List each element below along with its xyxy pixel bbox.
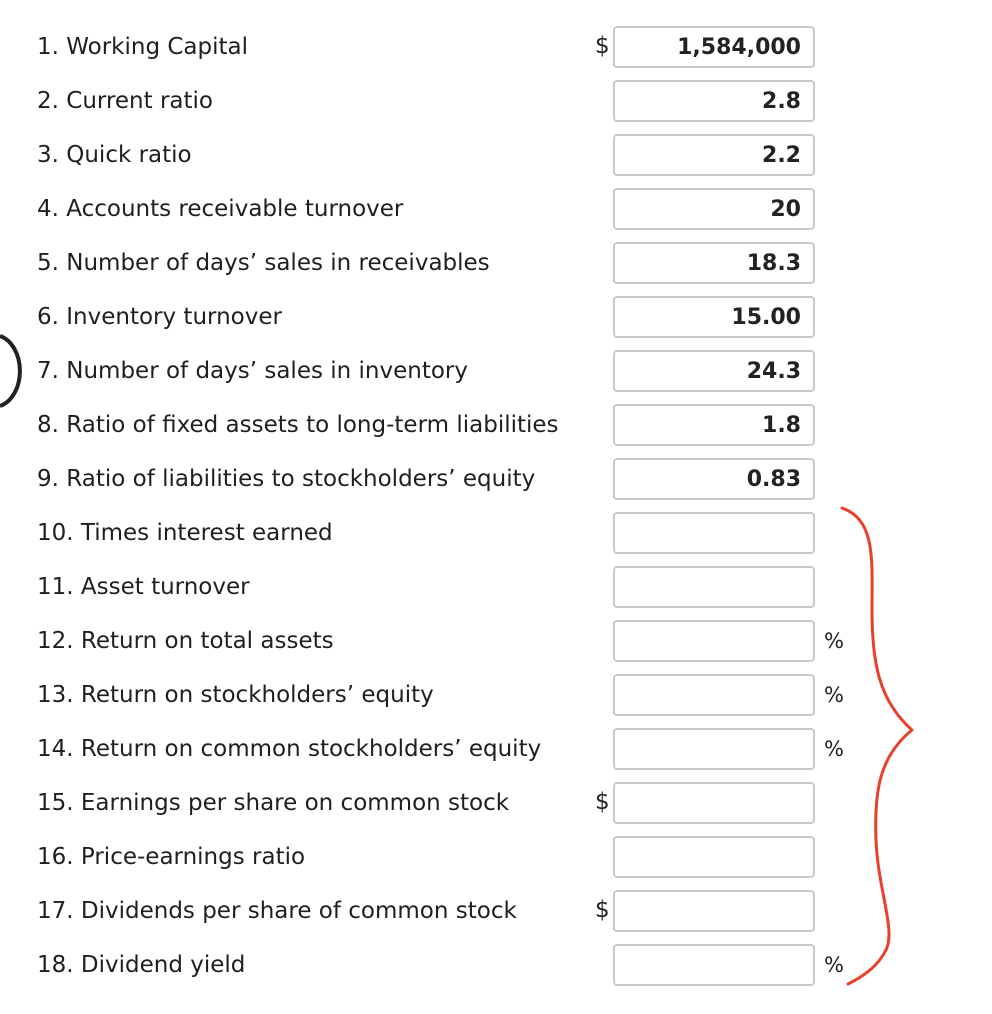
- ratio-label: 2. Current ratio: [37, 88, 213, 114]
- ratio-label: 9. Ratio of liabilities to stockholders’ equity: [37, 466, 536, 492]
- ratio-row: [0, 290, 992, 344]
- ratio-row: [0, 344, 992, 398]
- ratio-label: 17. Dividends per share of common stock: [37, 898, 517, 924]
- answer-input[interactable]: [613, 296, 815, 338]
- ratio-row: [0, 128, 992, 182]
- answer-input[interactable]: [613, 350, 815, 392]
- ratio-label: 8. Ratio of fixed assets to long-term liabilities: [37, 412, 559, 438]
- percent-suffix: %: [824, 737, 844, 761]
- ratio-label: 6. Inventory turnover: [37, 304, 282, 330]
- ratio-row: [0, 884, 992, 938]
- answer-input[interactable]: [613, 512, 815, 554]
- answer-input[interactable]: [613, 242, 815, 284]
- ratio-label: 18. Dividend yield: [37, 952, 246, 978]
- ratio-label: 5. Number of days’ sales in receivables: [37, 250, 490, 276]
- answer-input[interactable]: [613, 458, 815, 500]
- percent-suffix: %: [824, 953, 844, 977]
- answer-input[interactable]: [613, 134, 815, 176]
- answer-input[interactable]: [613, 566, 815, 608]
- ratio-row: [0, 74, 992, 128]
- ratio-label: 16. Price-earnings ratio: [37, 844, 306, 870]
- answer-input[interactable]: [613, 836, 815, 878]
- percent-suffix: %: [824, 629, 844, 653]
- ratio-label: 3. Quick ratio: [37, 142, 192, 168]
- ratio-label: 4. Accounts receivable turnover: [37, 196, 404, 222]
- answer-input[interactable]: [613, 782, 815, 824]
- ratio-row: [0, 506, 992, 560]
- ratio-row: [0, 938, 992, 992]
- answer-input[interactable]: [613, 26, 815, 68]
- answer-input[interactable]: [613, 728, 815, 770]
- percent-suffix: %: [824, 683, 844, 707]
- ratio-row: [0, 668, 992, 722]
- answer-input[interactable]: [613, 188, 815, 230]
- ratio-row: [0, 182, 992, 236]
- currency-prefix: $: [595, 33, 610, 59]
- ratio-label: 14. Return on common stockholders’ equity: [37, 736, 542, 762]
- currency-prefix: $: [595, 897, 610, 923]
- ratio-label: 15. Earnings per share on common stock: [37, 790, 510, 816]
- ratio-label: 11. Asset turnover: [37, 574, 250, 600]
- ratio-row: [0, 20, 992, 74]
- ratio-row: [0, 560, 992, 614]
- answer-input[interactable]: [613, 944, 815, 986]
- ratio-label: 1. Working Capital: [37, 34, 249, 60]
- ratio-row: [0, 236, 992, 290]
- ratio-answer-form: [0, 20, 992, 992]
- ratio-label: 10. Times interest earned: [37, 520, 333, 546]
- currency-prefix: $: [595, 789, 610, 815]
- answer-input[interactable]: [613, 890, 815, 932]
- answer-input[interactable]: [613, 674, 815, 716]
- ratio-row: [0, 722, 992, 776]
- answer-input[interactable]: [613, 80, 815, 122]
- ratio-row: [0, 398, 992, 452]
- ratio-label: 13. Return on stockholders’ equity: [37, 682, 434, 708]
- ratio-row: [0, 614, 992, 668]
- ratio-label: 7. Number of days’ sales in inventory: [37, 358, 469, 384]
- answer-input[interactable]: [613, 404, 815, 446]
- ratio-row: [0, 452, 992, 506]
- ratio-row: [0, 830, 992, 884]
- ratio-label: 12. Return on total assets: [37, 628, 334, 654]
- answer-input[interactable]: [613, 620, 815, 662]
- ratio-row: [0, 776, 992, 830]
